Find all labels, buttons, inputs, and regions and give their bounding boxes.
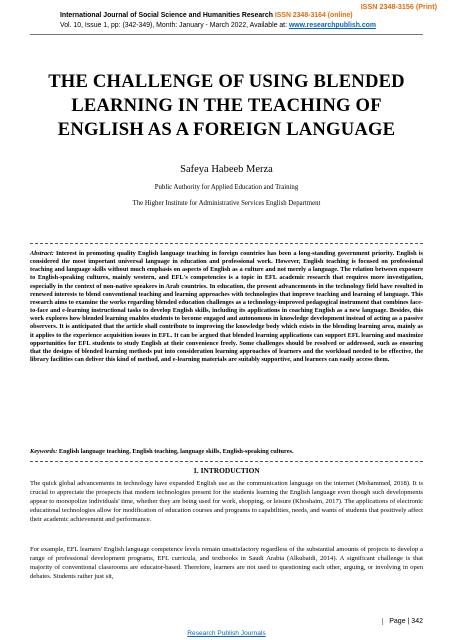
issn-online: ISSN 2348-3164 (online) (274, 12, 353, 19)
body-paragraph: The quick global advancements in technology have expanded English use as the communication language on the internet (Mohammed, 2018). It is crucial to appreciate the prospects that modern technologies present for the students learning the English language even though such developments appear to monopolize individuals' time, whether they are being used for work, shopping, or leisure (Khoshaim, 2017). The applications of electronic educational technologies allow for modification of education courses and programs to capabilities, needs, and wants of students that positively affect their academic achievement and performance. (30, 480, 423, 524)
website-link[interactable]: www.researchpublish.com (288, 22, 376, 29)
affiliation-2: The Higher Institute for Administrative Services English Department (132, 200, 321, 207)
author-name: Safeya Habeeb Merza (180, 164, 273, 175)
publisher-link[interactable]: Research Publish Journals (187, 630, 266, 637)
affiliation-1: Public Authority for Applied Education and Training (154, 184, 299, 191)
journal-header-line (60, 11, 437, 20)
footer (0, 630, 453, 637)
keywords-text: English language teaching, English teaching, language skills, English-speaking cultures. (58, 448, 294, 455)
title-line: ENGLISH AS A FOREIGN LANGUAGE (57, 119, 396, 140)
title-line: LEARNING IN THE TEACHING OF (71, 95, 382, 116)
body-paragraph: For example, EFL learners' English language competence levels remain unsatisfactory regardless of the substantial amounts of projects to develop a range of professional development programs, EFL curricula, and textbooks in Saudi Arabia (Alkubaidi, 2014). A significant challenge is that majority of conventional classrooms are educator-based. Therefore, learners are not used to questioning each other, arguing, or involving in open debates. Students rather just sit, (30, 546, 423, 581)
volume-info: Vol. 10, Issue 1, pp: (342-349), Month: January - March 2022, Available at: (60, 22, 289, 29)
keywords (30, 448, 423, 455)
abstract (30, 250, 423, 364)
page-number: Page | 342 (382, 618, 423, 625)
paper-title (30, 70, 423, 142)
abstract-text: Interest in promoting quality English language teaching in foreign countries has been a long-standing government priority. English is considered the most important universal language in education and professional work. However, English teaching is focused on professional teaching and language skills without much emphasis on aspects of English as a culture and not merely a language. The relation between exposure to English-speaking cultures, mainly western, and EFL's competencies is a topic in EFL academic research that requires more investigation, especially in the context of non-native speakers in Arab countries. In education, the present advancements in the technology field have resulted in renewed interests to blend conventional teaching and learning approaches with technologies that improve teaching and learning of language. This research aims to examine the works regarding blended education challenges as a technology-improved pedagogical instrument that combines face-to-face and e-learning instructional tasks to develop English skills, including its applications in coaching English as a new language. Besides, this work explores how blended learning enables students to become engaged and autonomous in knowledge development instead of acting as a passive observers. It is anticipated that the article shall contribute to improving the knowledge body which exists in the blending learning area, mainly as it applies to the experience acquisition issues in EFL. It can be argued that blended learning applications can support EFL learning and maximize opportunities for EFL students to study English at their convenience freely. Some challenges should be resolved or addressed, such as ensuring that the designs of blended learning methods put into consideration learning approaches of learners and the workload needed to be effective, the library facilities can deliver this kind of method, and e-learning materials are suitably supportive, and learners can easily access them. (30, 250, 423, 364)
header-divider (30, 34, 423, 35)
section-heading: 1. INTRODUCTION (193, 466, 260, 475)
journal-name: International Journal of Social Science and Humanities Research (60, 12, 273, 19)
title-line: THE CHALLENGE OF USING BLENDED (48, 71, 405, 92)
keywords-label: Keywords: (30, 448, 58, 455)
volume-info-line (60, 21, 437, 30)
issn-print: ISSN 2348-3156 (Print) (360, 2, 437, 11)
abstract-label: Abstract: (30, 250, 54, 257)
